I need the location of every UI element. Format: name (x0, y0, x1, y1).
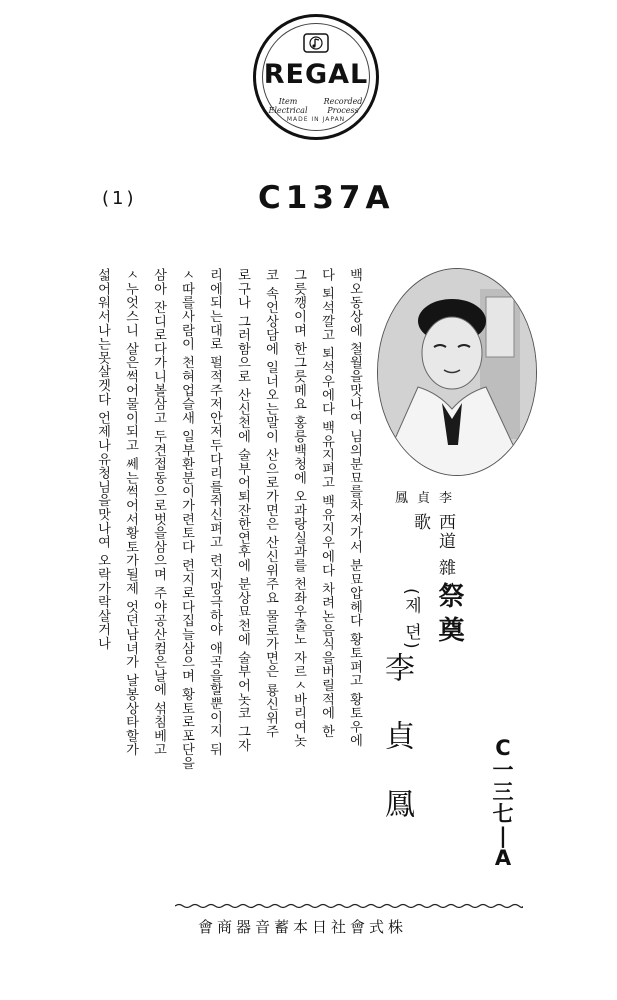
lyric-line: 삼아 잔디로다가니볼삼고 두견접동으로벗을삼으며 주야공산컴은날에 섞침베고 (151, 268, 166, 757)
song-title-reading: (제 뎐) (401, 588, 421, 651)
vertical-catalog-number (490, 736, 516, 870)
music-note-emblem-icon (303, 33, 329, 53)
song-title: 祭奠 (434, 582, 464, 650)
lyrics-block (88, 268, 368, 878)
catalog-number: C137A (258, 180, 395, 216)
genre-line-2: 雜歌 (410, 513, 455, 578)
singer-portrait-icon (378, 269, 537, 476)
logo-right-text: Recorded Process (323, 97, 363, 115)
vertical-catalog-char: | (499, 824, 507, 848)
lyric-line: 백오동상에 철월을맛나여 님의분묘를차저가서 분묘압헤다 황토펴고 황토우에 (347, 268, 362, 748)
lyric-line: ㅅ따를사람이 천혀업슬새 일부환분이가련토다 련지로다집늘삼으며 황토로포단을 (179, 268, 194, 771)
genre-line-1: 西道 (435, 513, 455, 551)
regal-label-logo (253, 14, 379, 140)
lyric-line: 리에되는대로 펄적주저안저두다리를쥐신펴고 련지망극하야 애곡을할뿐이지 뒤 (207, 268, 222, 757)
lyric-line: 다 퇴석깔고 퇴석우에다 백유지펴고 백유지우에다 차려논음식을버릴적에 한 (319, 268, 334, 739)
vertical-catalog-char: A (494, 846, 512, 870)
photo-caption: 李貞鳳 (395, 491, 462, 506)
publisher-name: 株式會社日本蓄音器商會 (198, 918, 408, 936)
lyric-line: ㅅ누엇스니 살은썩어물이되고 쎄는썩어서황토가될제 엇던남녀가 날봉상타할가 (123, 268, 138, 757)
logo-brand-text: REGAL (263, 59, 369, 90)
footer-divider (175, 903, 523, 909)
logo-footer-text: MADE IN JAPAN (286, 116, 346, 123)
lyric-line: 코 속언상담에 일너오는말이 산으로가면은 산신위주요 물로가면은 룡신위주 (263, 268, 278, 739)
side-number: (1) (102, 188, 137, 209)
song-genre (407, 513, 457, 593)
lyric-line: 섧어워서나는못살겟다 언제나유청님을맛나여 오락가락살거나 (95, 268, 110, 651)
vertical-catalog-char: 七 (492, 802, 514, 826)
vertical-catalog-char: 一 (492, 758, 514, 782)
logo-left-text: Item Electrical (268, 97, 308, 115)
lyric-line: 그릇깽이며 한그릇메요 홍릉백청에 오과랑실과를 천좌우출노 자르ㅅ바리여놋 (291, 268, 306, 748)
singer-name: 李貞鳳 (379, 652, 414, 856)
singer-photo (377, 268, 537, 476)
vertical-catalog-char: 三 (492, 780, 514, 804)
vertical-catalog-char: C (495, 736, 511, 760)
lyric-line: 로구나 그러함으로 산신천에 술부어퇴잔한연후에 분상묘천에 술부어놋코 그자 (235, 268, 250, 753)
